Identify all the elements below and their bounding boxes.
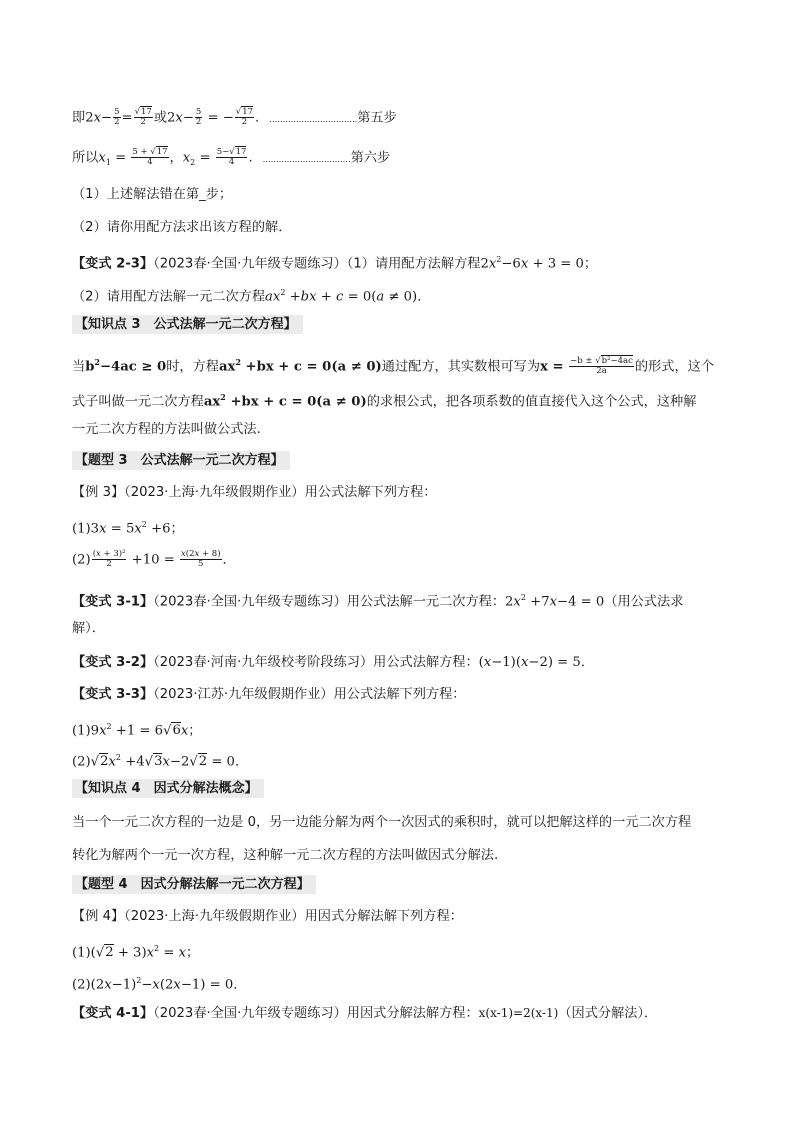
example-4-part-2: $(2)(2x-1)^2-x(2x-1) = 0$．: [72, 976, 247, 993]
topic-3-header: 【题型 3 公式法解一元二次方程】: [72, 451, 290, 470]
variant-4-1: 【变式 4-1】（2023春·全国·九年级专题练习）用因式分解法解方程：x(x-1)=2(x-1)（因式分解法）．: [72, 1006, 658, 1021]
variant-2-3: 【变式 2-3】（2023春·全国·九年级专题练习）（1）请用配方法解方程$2x^2-6x + 3 = 0$；: [72, 255, 598, 272]
knowledge-point-4-line-1: 当一个一元二次方程的一边是 0，另一边能分解为两个一次因式的乘积时，就可以把解这样的一元二次方程: [72, 815, 692, 830]
step-six-line: 所以$x_1$ = $\frac{5 + √17}{4}$ ，$x_2$ = $\frac{5-√17}{4}$ . ……………………………第六步: [72, 147, 391, 168]
example-4: 【例 4】（2023·上海·九年级假期作业）用因式分解法解下列方程：: [72, 909, 463, 924]
question-two: （2）请你用配方法求出该方程的解．: [72, 220, 292, 235]
example-3-part-1: $(1)3x = 5x^2 +6$；: [72, 520, 184, 537]
knowledge-point-3-line-1: 当$b^2-4ac \ge 0$时，方程$ax^2 +bx + c = 0(a \ne 0)$通过配方，其实数根可写为x = $\frac{\text{−b ± √b²−4ac}}{2a}$ 的形式，这个: [72, 355, 715, 376]
topic-4-header: 【题型 4 因式分解法解一元二次方程】: [72, 875, 316, 894]
knowledge-point-4-line-2: 转化为解两个一元一次方程，这种解一元二次方程的方法叫做因式分解法.: [72, 848, 499, 863]
variant-3-3: 【变式 3-3】（2023·江苏·九年级假期作业）用公式法解下列方程：: [72, 687, 466, 702]
knowledge-point-4-header: 【知识点 4 因式分解法概念】: [72, 779, 264, 798]
example-3: 【例 3】（2023·上海·九年级假期作业）用公式法解下列方程：: [72, 485, 437, 500]
variant-3-1: 【变式 3-1】（2023春·全国·九年级专题练习）用公式法解一元二次方程：$2x^2 +7x-4 = 0$（用公式法求: [72, 593, 684, 610]
question-one: （1）上述解法错在第_步；: [72, 187, 233, 202]
example-4-part-1: $(1)(√2 + 3)x^2 = x$；: [72, 944, 200, 961]
variant-3-1-continued: 解）．: [72, 621, 105, 636]
variant-3-3-part-2: $(2)√2x^2 +4√3x-2√2 = 0$．: [72, 753, 249, 770]
variant-3-2: 【变式 3-2】（2023春·河南·九年级校考阶段练习）用公式法解方程：(x−1)(x−2) = 5．: [72, 655, 595, 670]
knowledge-point-3-header: 【知识点 3 公式法解一元二次方程】: [72, 315, 303, 334]
example-3-part-2: (2) $\frac{\text{(x + 3)²}}{2}$ +10 = $\frac{x(2x + 8)}{5}$ ．: [72, 549, 236, 569]
variant-2-3-part-two: （2）请用配方法解一元二次方程$ax^2 +bx + c = 0(a \ne 0)$．: [72, 288, 431, 305]
step-five-line: 即2x− $\frac{5}{2}$ = $\frac{√17}{2}$ 或2x− $\frac{5}{2}$ = − $\frac{√17}{2}$ . ……………………………第五步: [72, 107, 397, 127]
knowledge-point-3-line-3: 一元二次方程的方法叫做公式法.: [72, 422, 261, 437]
knowledge-point-3-line-2: 式子叫做一元二次方程$ax^2 +bx + c = 0(a \ne 0)$的求根公式，把各项系数的值直接代入这个公式，这种解: [72, 392, 697, 410]
variant-3-3-part-1: $(1)9x^2 +1 = 6√6x$；: [72, 722, 202, 739]
